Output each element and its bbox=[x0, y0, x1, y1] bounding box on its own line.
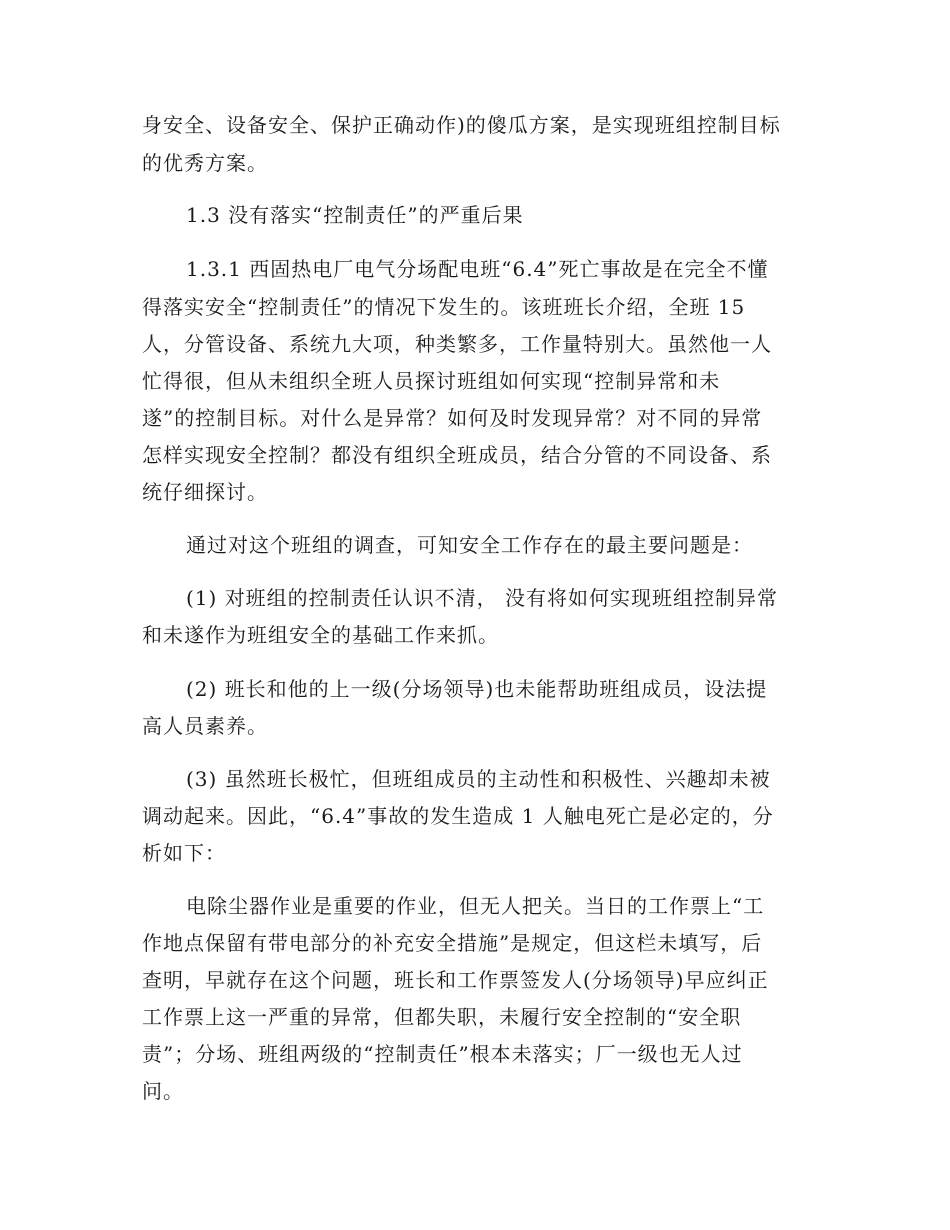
text-line: 身安全、设备安全、保护正确动作)的傻瓜方案，是实现班组控制目标 bbox=[142, 113, 781, 137]
text-line: 工作票上这一严重的异常，但都失职，未履行安全控制的“安全职 bbox=[142, 1005, 742, 1029]
section-heading: 1.3 没有落实“控制责任”的严重后果 bbox=[186, 203, 524, 227]
list-item-1: (1) 对班组的控制责任认识不清， 没有将如何实现班组控制异常 bbox=[186, 586, 779, 610]
text-line: 责”；分场、班组两级的“控制责任”根本未落实；厂一级也无人过 bbox=[142, 1042, 743, 1066]
text-line: 高人员素养。 bbox=[142, 714, 268, 738]
text-line: 调动起来。因此，“6.4”事故的发生造成 1 人触电死亡是必定的，分 bbox=[142, 804, 774, 828]
text-line: 的优秀方案。 bbox=[142, 151, 268, 175]
text-line: 得落实安全“控制责任”的情况下发生的。该班班长介绍，全班 15 bbox=[142, 295, 746, 319]
text-line: 人，分管设备、系统九大项，种类繁多，工作量特别大。虽然他一人 bbox=[142, 332, 772, 356]
text-line: 作地点保留有带电部分的补充安全措施”是规定，但这栏未填写，后 bbox=[142, 931, 763, 955]
text-line: 通过对这个班组的调查，可知安全工作存在的最主要问题是： bbox=[186, 533, 753, 557]
text-line: 查明，早就存在这个问题，班长和工作票签发人(分场领导)早应纠正 bbox=[142, 968, 769, 992]
text-line: 遂”的控制目标。对什么是异常？如何及时发现异常？对不同的异常 bbox=[142, 406, 763, 430]
list-item-3: (3) 虽然班长极忙，但班组成员的主动性和积极性、兴趣却未被 bbox=[186, 767, 771, 791]
text-line: 1.3.1 西固热电厂电气分场配电班“6.4”死亡事故是在完全不懂 bbox=[186, 257, 769, 281]
text-line: 怎样实现安全控制？都没有组织全班成员，结合分管的不同设备、系 bbox=[142, 443, 772, 467]
text-line: 和未遂作为班组安全的基础工作来抓。 bbox=[142, 623, 499, 647]
text-line: 析如下： bbox=[142, 841, 226, 865]
list-item-2: (2) 班长和他的上一级(分场领导)也未能帮助班组成员，设法提 bbox=[186, 677, 768, 701]
text-line: 忙得很，但从未组织全班人员探讨班组如何实现“控制异常和未 bbox=[142, 369, 721, 393]
text-line: 问。 bbox=[142, 1079, 184, 1103]
text-line: 统仔细探讨。 bbox=[142, 480, 268, 504]
text-line: 电除尘器作业是重要的作业，但无人把关。当日的工作票上“工 bbox=[186, 894, 765, 918]
